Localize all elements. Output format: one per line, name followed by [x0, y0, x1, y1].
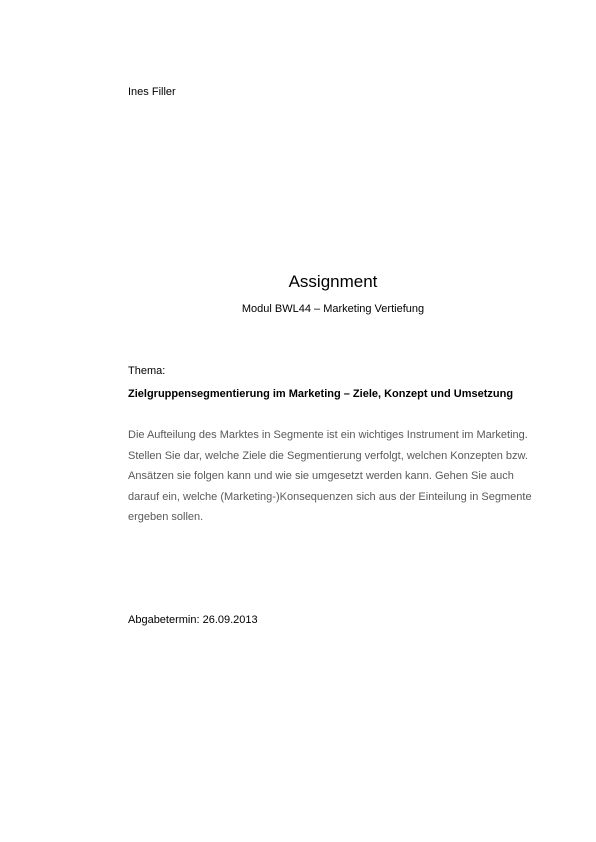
- topic-title: Zielgruppensegmentierung im Marketing – Ziele, Konzept und Umsetzung: [128, 388, 514, 400]
- submission-deadline: Abgabetermin: 26.09.2013: [128, 614, 258, 626]
- topic-label: Thema:: [128, 365, 166, 377]
- document-subtitle: Modul BWL44 – Marketing Vertiefung: [241, 303, 425, 315]
- topic-description: Die Aufteilung des Marktes in Segmente ist ein wichtiges Instrument im Marketing. Stellen Sie dar, welche Ziele die Segmentierung verfolgt, welchen Konzepten bzw. Ansätzen sie folgen kann und wie sie umgesetzt werden kann. Gehen Sie auch darauf ein, welche (Marketing-)Konsequenzen sich aus der Einteilung in Segmente ergeben sollen.: [128, 429, 532, 523]
- document-title: Assignment: [288, 272, 378, 291]
- author-name: Ines Filler: [128, 86, 176, 98]
